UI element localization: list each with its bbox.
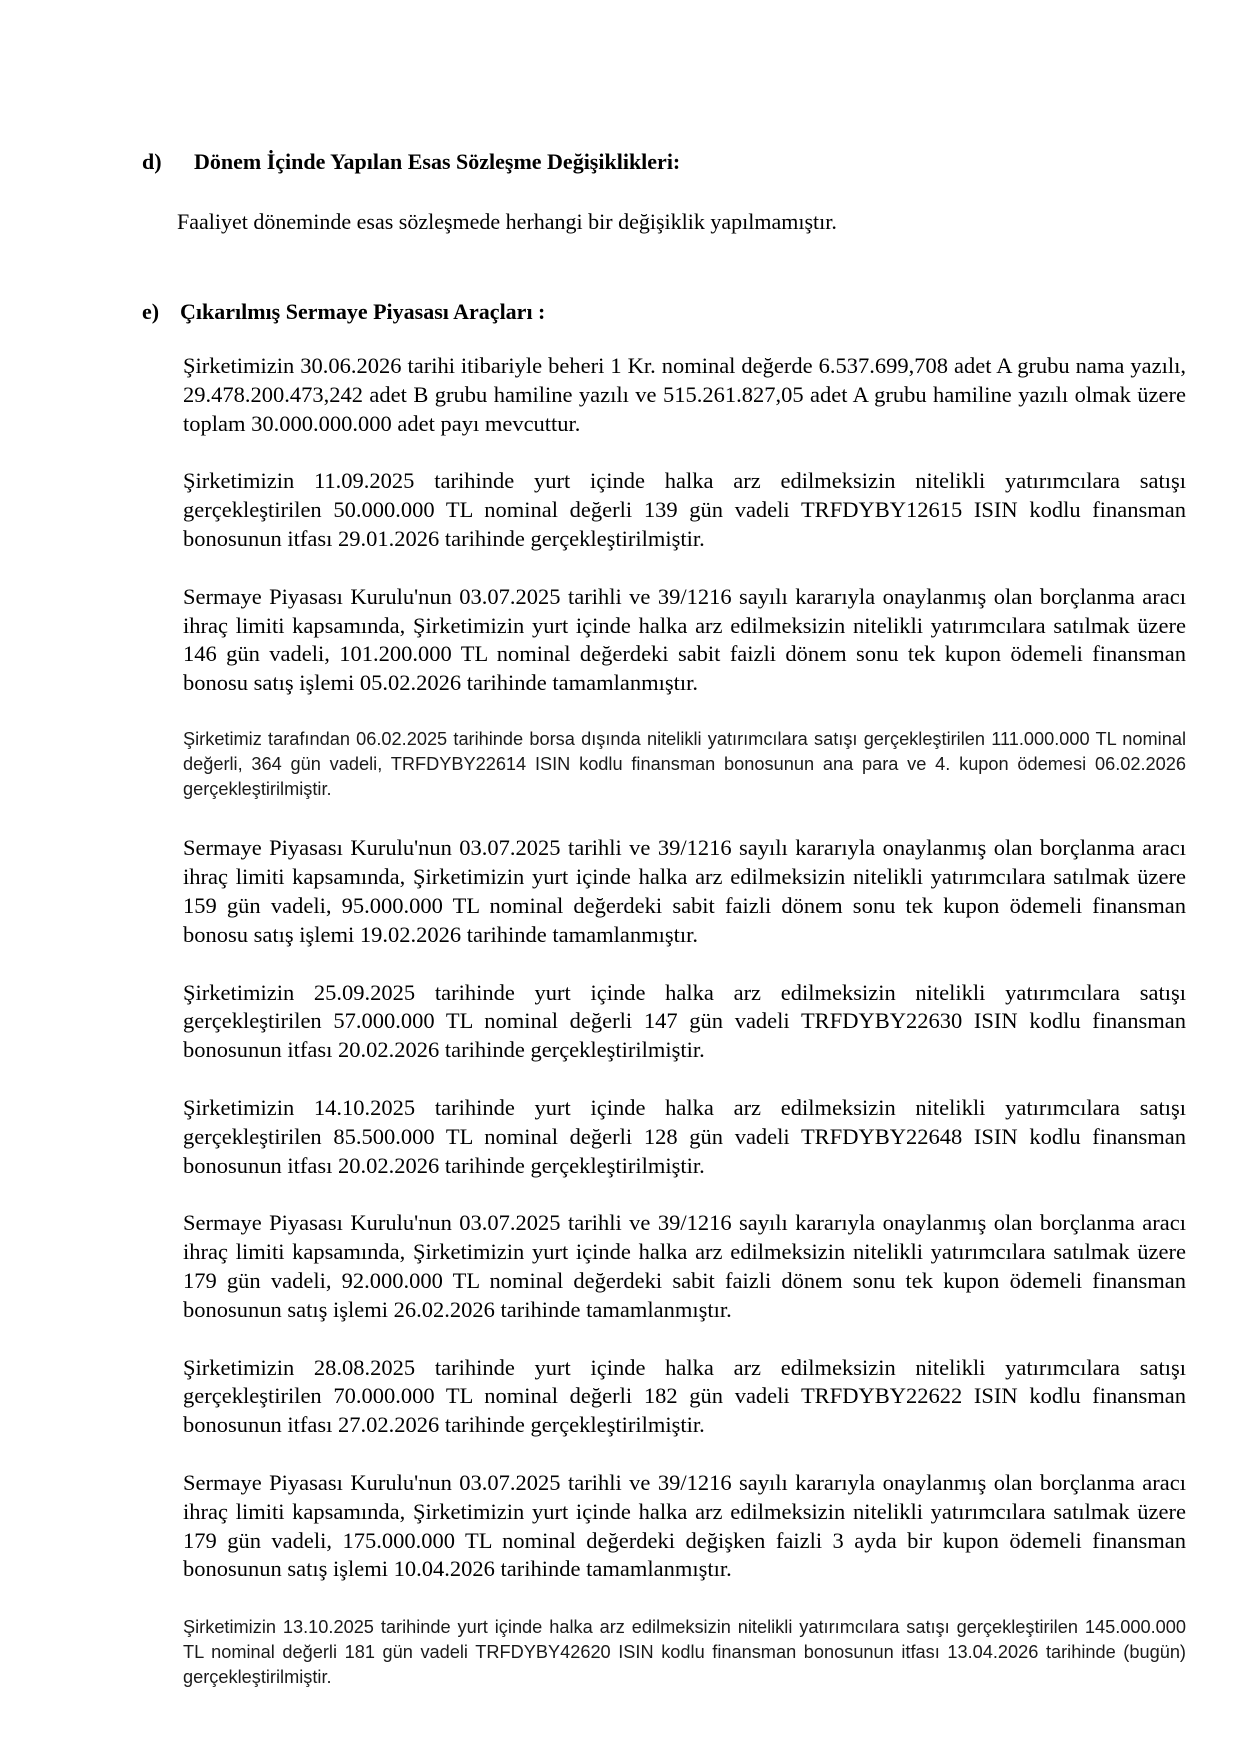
- section-d-title: Dönem İçinde Yapılan Esas Sözleşme Değişiklikleri:: [194, 149, 681, 174]
- section-e-heading: [142, 298, 545, 326]
- section-e-letter: e): [142, 299, 160, 324]
- paragraph: Şirketimizin 25.09.2025 tarihinde yurt içinde halka arz edilmeksizin nitelikli yatırımcılara satışı gerçekleştirilen 57.000.000 TL nominal değerli 147 gün vadeli TRFDYBY22630 ISIN kodlu finansman bonosunun itfası 20.02.2026 tarihinde gerçekleştirilmiştir.: [183, 979, 1186, 1063]
- section-d-text: Faaliyet döneminde esas sözleşmede herhangi bir değişiklik yapılmamıştır.: [177, 209, 837, 234]
- paragraph: Sermaye Piyasası Kurulu'nun 03.07.2025 tarihli ve 39/1216 sayılı kararıyla onaylanmış olan borçlanma aracı ihraç limiti kapsamında, Şirketimizin yurt içinde halka arz edilmeksizin nitelikli yatırımcılara satılmak üzere 179 gün vadeli, 175.000.000 TL nominal değerdeki değişken faizli 3 ayda bir kupon ödemeli finansman bonosunun satış işlemi 10.04.2026 tarihinde tamamlanmıştır.: [183, 1469, 1186, 1582]
- section-e-title: Çıkarılmış Sermaye Piyasası Araçları :: [180, 299, 546, 324]
- paragraph: Şirketimizin 11.09.2025 tarihinde yurt içinde halka arz edilmeksizin nitelikli yatırımcılara satışı gerçekleştirilen 50.000.000 TL nominal değerli 139 gün vadeli TRFDYBY12615 ISIN kodlu finansman bonosunun itfası 29.01.2026 tarihinde gerçekleştirilmiştir.: [183, 468, 1186, 551]
- paragraph: Sermaye Piyasası Kurulu'nun 03.07.2025 tarihli ve 39/1216 sayılı kararıyla onaylanmış olan borçlanma aracı ihraç limiti kapsamında, Şirketimizin yurt içinde halka arz edilmeksizin nitelikli yatırımcılara satılmak üzere 159 gün vadeli, 95.000.000 TL nominal değerdeki sabit faizli dönem sonu tek kupon ödemeli finansman bonosu satış işlemi 19.02.2026 tarihinde tamamlanmıştır.: [183, 835, 1186, 947]
- paragraph: Sermaye Piyasası Kurulu'nun 03.07.2025 tarihli ve 39/1216 sayılı kararıyla onaylanmış olan borçlanma aracı ihraç limiti kapsamında, Şirketimizin yurt içinde halka arz edilmeksizin nitelikli yatırımcılara satılmak üzere 179 gün vadeli, 92.000.000 TL nominal değerdeki sabit faizli dönem sonu tek kupon ödemeli finansman bonosunun satış işlemi 26.02.2026 tarihinde tamamlanmıştır.: [183, 1210, 1186, 1322]
- paragraph: Şirketimiz tarafından 06.02.2025 tarihinde borsa dışında nitelikli yatırımcılara satışı gerçekleştirilen 111.000.000 TL nominal değerli, 364 gün vadeli, TRFDYBY22614 ISIN kodlu finansman bonosunun ana para ve 4. kupon ödemesi 06.02.2026 gerçekleştirilmiştir.: [183, 728, 1186, 799]
- paragraph: Şirketimizin 14.10.2025 tarihinde yurt içinde halka arz edilmeksizin nitelikli yatırımcılara satışı gerçekleştirilen 85.500.000 TL nominal değerli 128 gün vadeli TRFDYBY22648 ISIN kodlu finansman bonosunun itfası 20.02.2026 tarihinde gerçekleştirilmiştir.: [183, 1094, 1186, 1178]
- section-d-letter: d): [142, 149, 162, 174]
- paragraph: Şirketimizin 28.08.2025 tarihinde yurt içinde halka arz edilmeksizin nitelikli yatırımcılara satışı gerçekleştirilen 70.000.000 TL nominal değerli 182 gün vadeli TRFDYBY22622 ISIN kodlu finansman bonosunun itfası 27.02.2026 tarihinde gerçekleştirilmiştir.: [183, 1354, 1186, 1438]
- paragraph: Sermaye Piyasası Kurulu'nun 03.07.2025 tarihli ve 39/1216 sayılı kararıyla onaylanmış olan borçlanma aracı ihraç limiti kapsamında, Şirketimizin yurt içinde halka arz edilmeksizin nitelikli yatırımcılara satılmak üzere 146 gün vadeli, 101.200.000 TL nominal değerdeki sabit faizli dönem sonu tek kupon ödemeli finansman bonosu satış işlemi 05.02.2026 tarihinde tamamlanmıştır.: [183, 583, 1186, 696]
- paragraph: Şirketimizin 30.06.2026 tarihi itibariyle beheri 1 Kr. nominal değerde 6.537.699,708 adet A grubu nama yazılı, 29.478.200.473,242 adet B grubu hamiline yazılı ve 515.261.827,05 adet A grubu hamiline yazılı olmak üzere toplam 30.000.000.000 adet payı mevcuttur.: [183, 353, 1186, 436]
- paragraph: Şirketimizin 13.10.2025 tarihinde yurt içinde halka arz edilmeksizin nitelikli yatırımcılara satışı gerçekleştirilen 145.000.000 TL nominal değerli 181 gün vadeli TRFDYBY42620 ISIN kodlu finansman bonosunun itfası 13.04.2026 tarihinde (bugün) gerçekleştirilmiştir.: [183, 1617, 1186, 1687]
- section-d-heading: [142, 148, 680, 176]
- section-e-paragraphs: [183, 352, 1186, 1689]
